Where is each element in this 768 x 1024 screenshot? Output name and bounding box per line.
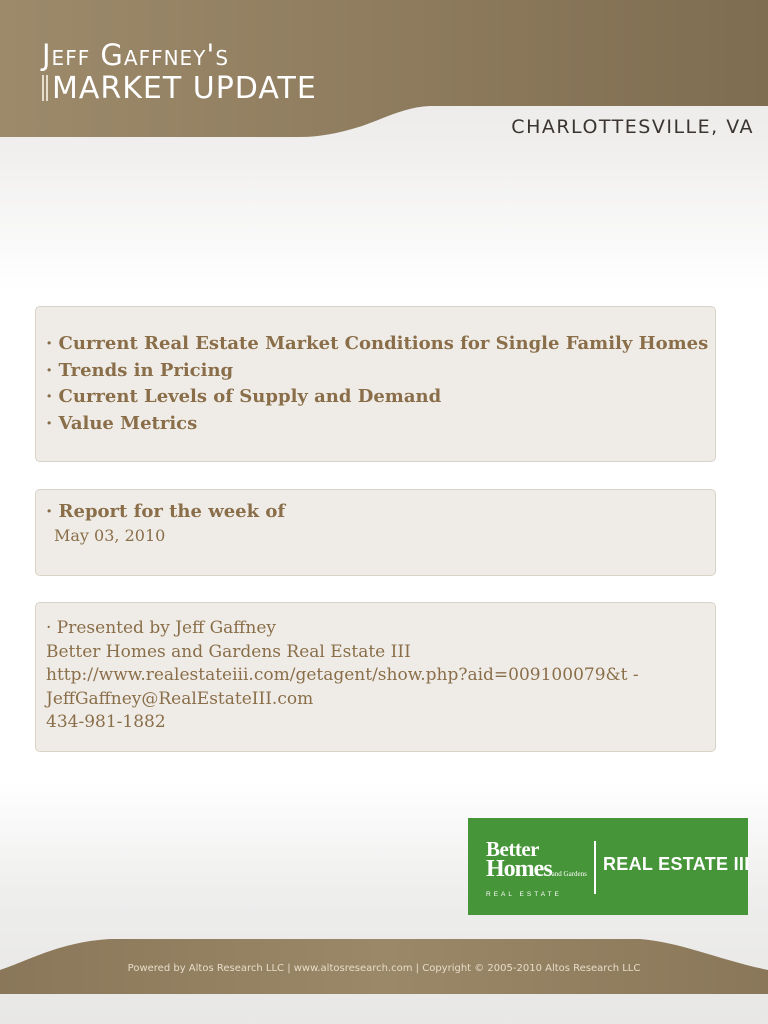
logo-divider (594, 841, 596, 894)
bhg-logo-text (486, 837, 592, 898)
logo-better: Better (486, 837, 539, 861)
feature-item: · Current Real Estate Market Conditions for Single Family Homes (46, 333, 709, 354)
logo-real-estate-small: REAL ESTATE (486, 891, 562, 898)
footer-band (0, 930, 768, 994)
agent-url-link[interactable]: http://www.realestateiii.com/getagent/show.php?aid=009100079&t - (46, 665, 639, 685)
logo-homes: Homesand Gardens (486, 856, 587, 882)
location-label: CHARLOTTESVILLE, VA (511, 116, 754, 138)
title-line-2: MARKET UPDATE (52, 71, 317, 106)
report-week-label: · Report for the week of (46, 501, 286, 522)
company-name: Better Homes and Gardens Real Estate III (46, 641, 411, 662)
features-card (35, 306, 716, 462)
agent-phone: 434-981-1882 (46, 712, 166, 732)
report-date: May 03, 2010 (54, 526, 166, 545)
presenter-name: · Presented by Jeff Gaffney (46, 618, 276, 638)
double-bar-icon (42, 75, 48, 101)
logo-and-gardens: and Gardens (551, 870, 587, 878)
contact-card (35, 602, 716, 752)
agent-email-link[interactable]: JeffGaffney@RealEstateIII.com (46, 688, 314, 709)
feature-item: · Current Levels of Supply and Demand (46, 386, 442, 407)
report-card (35, 489, 716, 576)
footer-copyright: Powered by Altos Research LLC | www.altosresearch.com | Copyright © 2005-2010 Altos Research LLC (127, 963, 641, 974)
feature-item: · Trends in Pricing (46, 359, 234, 381)
title-line-1: Jeff Gaffney's (42, 38, 230, 72)
page-title (42, 38, 317, 106)
brokerage-logo (468, 818, 748, 915)
logo-brand-name: REAL ESTATE III (603, 854, 750, 874)
feature-item: · Value Metrics (46, 412, 198, 434)
